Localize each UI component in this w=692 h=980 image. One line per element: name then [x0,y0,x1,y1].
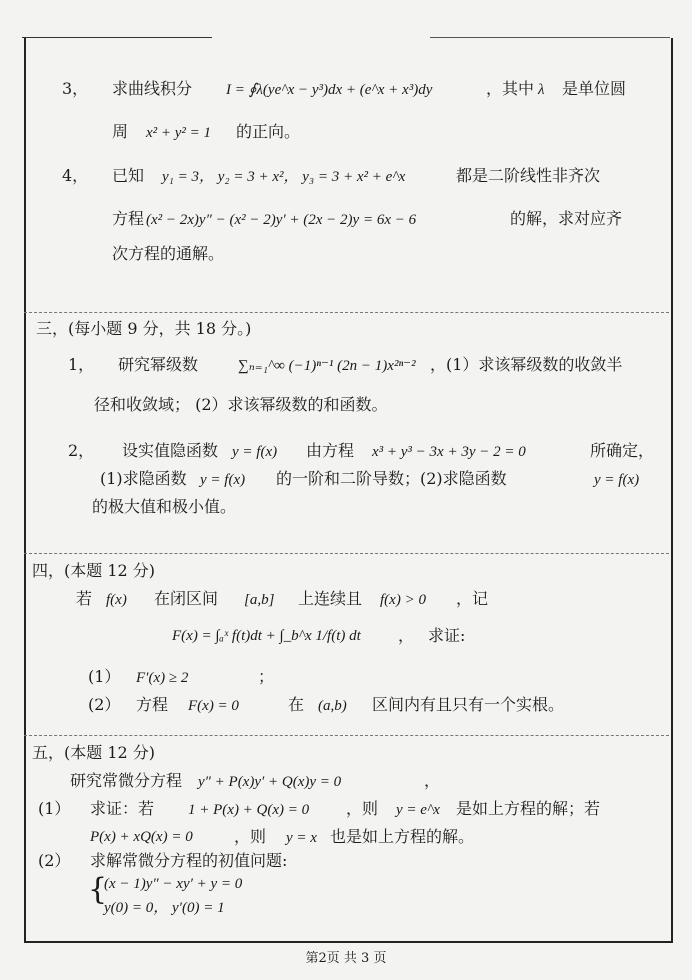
s5-item-number: (1） [38,799,71,818]
p3-text: 周 [112,122,129,141]
s5-text: ， [424,771,441,790]
section-divider [24,553,669,554]
s4-text: 上连续且 [298,589,363,608]
p3-circle-formula: x² + y² = 1 [146,125,212,141]
s5-formula: 1 + P(x) + Q(x) = 0 [188,802,310,818]
p3-number: 3， [62,79,89,98]
s4-text: 在 [288,695,305,714]
s5-item-number: (2） [38,851,71,870]
s5-text: 求证：若 [90,799,155,818]
section-divider [24,312,669,313]
s5-formula: y = x [286,830,317,846]
s5-system-equation-1: (x − 1)y″ − xy′ + y = 0 [104,876,243,892]
s5-text: 也是如上方程的解。 [330,827,475,846]
p3-text: ，其中 [486,79,535,98]
s3-q2-formula: y = f(x) [594,472,640,488]
s4-text: 区间内有且只有一个实根。 [372,695,565,714]
s3-q2-formula: y = f(x) [200,472,246,488]
s3-q2-text: 的一阶和二阶导数；(2)求隐函数 [276,469,507,488]
s3-q1-series-formula: ∑ₙ₌₁^∞ (−1)ⁿ⁻¹ (2n − 1)x²ⁿ⁻² [238,358,416,374]
s5-system-brace: { [88,872,108,907]
s3-q2-text: 设实值隐函数 [122,441,219,460]
page-footer: 第2页 共 3 页 [305,951,387,966]
s3-q2-text: 所确定， [590,441,655,460]
s5-text: ，则 [234,827,267,846]
s4-item1-formula: F′(x) ≥ 2 [136,670,189,686]
s5-text: ，则 [346,799,379,818]
section-3-heading: 三，(每小题 9 分，共 18 分。) [36,319,252,338]
s3-q2-equation-formula: x³ + y³ − 3x + 3y − 2 = 0 [372,444,526,460]
s5-ode-formula: y″ + P(x)y′ + Q(x)y = 0 [198,774,342,790]
p4-solutions-formula: y₁ = 3， y₂ = 3 + x²， y₃ = 3 + x² + e^x [162,169,406,185]
section-4-heading: 四，(本题 12 分) [32,561,156,580]
s4-item-number: (2） [88,695,121,714]
s4-text: 求证: [428,626,466,645]
s4-text: 若 [76,589,93,608]
s4-text: ； [258,667,275,686]
s4-formula: f(x) [106,592,127,608]
s3-q2-text: 由方程 [306,441,355,460]
p3-lambda: λ [538,82,545,98]
p4-text: 次方程的通解。 [112,244,225,263]
p4-text: 的解，求对应齐 [510,209,623,228]
section-divider [24,735,669,736]
p4-text: 方程 [112,209,145,228]
s4-formula: f(x) > 0 [380,592,426,608]
s5-system-equation-2: y(0) = 0， y′(0) = 1 [104,900,225,916]
s3-q1-text: 径和收敛域； (2）求该幂级数的和函数。 [94,395,388,414]
p4-ode-formula: (x² − 2x)y″ − (x² − 2)y′ + (2x − 2)y = 6x − 6 [146,212,417,228]
s3-q1-number: 1， [68,355,95,374]
s4-text: 方程 [136,695,169,714]
s4-item2-formula: F(x) = 0 [188,698,239,714]
s3-q1-text: ，(1）求该幂级数的收敛半 [430,355,623,374]
s3-q2-number: 2， [68,441,95,460]
s4-interval: (a,b) [318,698,347,714]
p3-text: 求曲线积分 [112,79,193,98]
s4-interval: [a,b] [244,592,275,608]
s5-text: 是如上方程的解；若 [456,799,601,818]
s4-definition-formula: F(x) = ∫ₐˣ f(t)dt + ∫_b^x 1/f(t) dt [172,628,361,644]
p3-integral-formula: I = ∮λ(ye^x − y³)dx + (e^x + x³)dy [226,82,433,98]
s4-item-number: (1） [88,667,121,686]
p4-text: 都是二阶线性非齐次 [456,166,601,185]
s5-text: 求解常微分方程的初值问题: [90,851,288,870]
p4-text: 已知 [112,166,145,185]
s4-text: ， [398,626,415,645]
section-5-heading: 五，(本题 12 分) [32,743,156,762]
p3-text: 的正向。 [236,122,301,141]
s5-text: 研究常微分方程 [70,771,183,790]
s3-q2-text: 的极大值和极小值。 [92,497,237,516]
p3-text: 是单位圆 [562,79,627,98]
s3-q1-text: 研究幂级数 [118,355,199,374]
p4-number: 4， [62,166,89,185]
s3-q2-formula: y = f(x) [232,444,278,460]
s3-q2-text: (1)求隐函数 [100,469,187,488]
s4-text: 在闭区间 [154,589,219,608]
s4-text: ，记 [456,589,489,608]
s5-formula: y = e^x [396,802,440,818]
s5-formula: P(x) + xQ(x) = 0 [90,829,193,845]
